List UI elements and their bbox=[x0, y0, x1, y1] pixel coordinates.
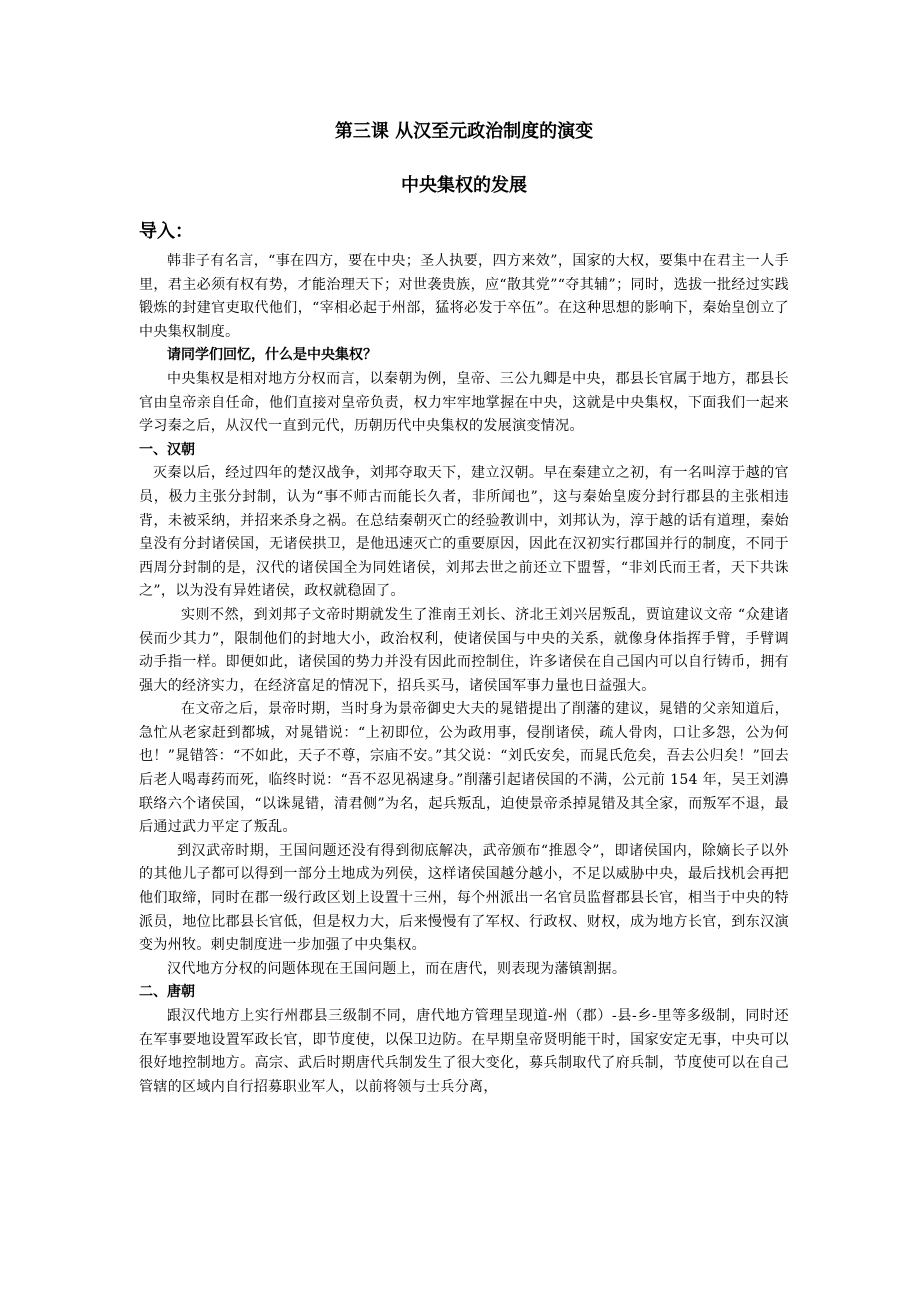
document-page bbox=[139, 120, 789, 1099]
han-paragraph-1: 灭秦以后，经过四年的楚汉战争，刘邦夺取天下，建立汉朝。早在秦建立之初，有一名叫淳于越的官员，极力主张分封制，认为“事不师古而能长久者，非所闻也”，这与秦始皇废分封行郡县的主张相违背，未被采纳，并招来杀身之祸。在总结秦朝灭亡的经验教训中，刘邦认为，淳于越的话有道理，秦始皇没有分封诸侯国，无诸侯拱卫，是他迅速灭亡的重要原因，因此在汉初实行郡国并行的制度，不同于西周分封制的是，汉代的诸侯国全为同姓诸侯，刘邦去世之前还立下盟誓，“非刘氏而王者，天下共诛之”，以为没有异姓诸侯，政权就稳固了。 bbox=[139, 465, 789, 600]
intro-heading: 导入： bbox=[139, 221, 193, 242]
section-heading-tang: 二、唐朝 bbox=[139, 984, 195, 1001]
section-heading-han: 一、汉朝 bbox=[139, 441, 195, 458]
lesson-subtitle: 中央集权的发展 bbox=[401, 175, 527, 196]
lesson-title: 第三课 从汉至元政治制度的演变 bbox=[334, 121, 594, 142]
han-paragraph-2: 实则不然，到刘邦子文帝时期就发生了淮南王刘长、济北王刘兴居叛乱，贾谊建议文帝 “众建诸侯而少其力”，限制他们的封地大小，政治权利，使诸侯国与中央的关系，就像身体指挥手臂，手臂调动手指一样。即便如此，诸侯国的势力并没有因此而控制住，许多诸侯在自己国内可以自行铸币，拥有强大的经济实力，在经济富足的情况下，招兵买马，诸侯国军事力量也日益强大。 bbox=[139, 606, 789, 694]
han-paragraph-5: 汉代地方分权的问题体现在王国问题上，而在唐代，则表现为藩镇割据。 bbox=[167, 960, 627, 977]
han-paragraph-4: 到汉武帝时期，王国问题还没有得到彻底解决，武帝颁布“推恩令”，即诸侯国内，除嫡长子以外的其他儿子都可以得到一部分土地成为列侯，这样诸侯国越分越小，不足以威胁中央，最后找机会再把他们取缔，同时在郡一级行政区划上设置十三州，每个州派出一名官员监督郡县长官，相当于中央的特派员，地位比郡县长官低，但是权力大，后来慢慢有了军权、行政权、财权，成为地方长官，到东汉演变为州牧。刺史制度进一步加强了中央集权。 bbox=[139, 842, 789, 954]
question-line: 请同学们回忆，什么是中央集权？ bbox=[167, 347, 377, 364]
intro-paragraph: 韩非子有名言，“事在四方，要在中央；圣人执要，四方来效”，国家的大权，要集中在君主一人手里，君主必须有权有势，才能治理天下；对世袭贵族，应“散其党”“夺其辅”；同时，选拔一批经过实践锻炼的封建官吏取代他们，“宰相必起于州部，猛将必发于卒伍”。在这种思想的影响下，秦始皇创立了中央集权制度。 bbox=[139, 253, 789, 340]
tang-paragraph-1: 跟汉代地方上实行州郡县三级制不同，唐代地方管理呈现道-州（郡）-县-乡-里等多级制，同时还在军事要地设置军政长官，即节度使，以保卫边防。在早期皇帝贤明能干时，国家安定无事，中央可以很好地控制地方。高宗、武后时期唐代兵制发生了很大变化，募兵制取代了府兵制，节度使可以在自己管辖的区域内自行招募职业军人，以前将领与士兵分离， bbox=[139, 1008, 789, 1095]
han-paragraph-3: 在文帝之后，景帝时期，当时身为景帝御史大夫的晁错提出了削藩的建议，晁错的父亲知道后，急忙从老家赶到都城，对晁错说：“上初即位，公为政用事，侵削诸侯，疏人骨肉，口让多怨，公为何也！”晁错答：“不如此，天子不尊，宗庙不安。”其父说：“刘氏安矣，而晁氏危矣，吾去公归矣！”回去后老人喝毒药而死，临终时说：“吾不忍见祸逮身。”削藩引起诸侯国的不满，公元前 154 年，吴王刘濞联络六个诸侯国，“以诛晁错，清君侧”为名，起兵叛乱，迫使景帝杀掉晁错及其全家，而叛军不退，最后通过武力平定了叛乱。 bbox=[139, 701, 789, 836]
answer-paragraph: 中央集权是相对地方分权而言，以秦朝为例，皇帝、三公九卿是中央，郡县长官属于地方，郡县长官由皇帝亲自任命，他们直接对皇帝负责，权力牢牢地掌握在中央，这就是中央集权，下面我们一起来学习秦之后，从汉代一直到元代，历朝历代中央集权的发展演变情况。 bbox=[139, 370, 789, 435]
